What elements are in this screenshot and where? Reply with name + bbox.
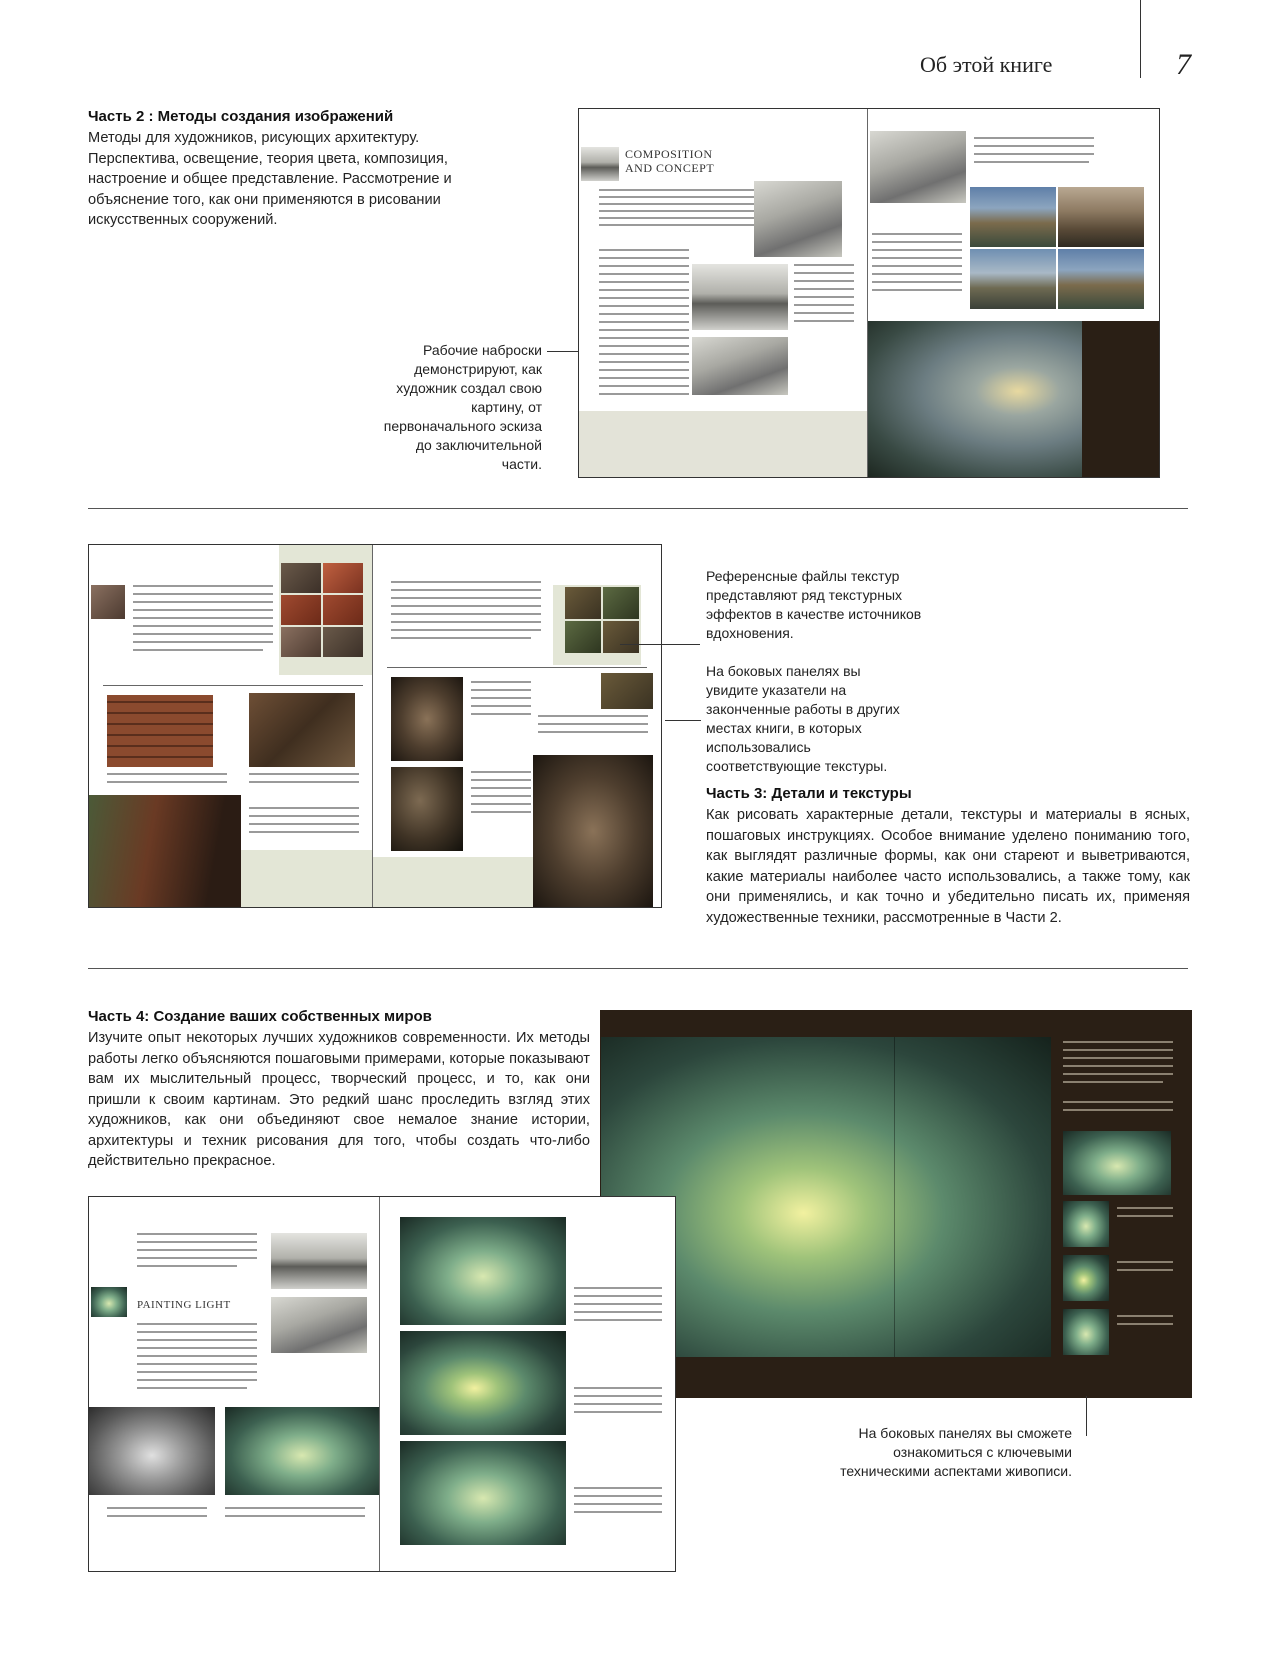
sketch-2	[692, 264, 788, 330]
brick-texture-2	[249, 693, 355, 767]
value-study	[89, 1407, 215, 1495]
section4-callout: На боковых панелях вы сможете ознакомиться с ключевыми техническими аспектами живописи.	[840, 1425, 1072, 1479]
final-painting	[868, 321, 1082, 477]
sidebar-panel	[579, 411, 867, 477]
color-study-2	[1058, 187, 1144, 247]
section2-heading: Часть 2 : Методы создания изображений	[88, 108, 394, 125]
color-study-3	[970, 249, 1056, 309]
brick-texture-1	[107, 695, 213, 767]
section-divider-2	[88, 968, 1188, 969]
section-divider-1	[88, 508, 1188, 509]
step-painting-2	[400, 1331, 566, 1435]
texture-swatch	[603, 587, 639, 619]
section3-body: Как рисовать характерные детали, текстуры и материалы в ясных, пошаговых инструкциях. Особое внимание уделено пониманию того, как выглядят различные формы, как они стареют и выветриваются, какие материалы наиболее часто использовались, а также тому, как они применялись, и как точно и убедительно писать их, применяя художественные техники, рассмотренные в Части 2.	[706, 807, 1190, 926]
texture-swatch	[281, 627, 321, 657]
texture-swatch	[281, 563, 321, 593]
textures-right-page	[373, 545, 661, 907]
sidebars-callout: На боковых панелях вы увидите указатели на законченные работы в других местах книги, в которых использовались соответствующие текстуры.	[706, 663, 900, 774]
texture-swatch	[323, 595, 363, 625]
texture-swatch	[565, 587, 601, 619]
spread-left-page	[579, 109, 867, 477]
step-painting-3	[400, 1441, 566, 1545]
spread-painting-light	[88, 1196, 676, 1572]
texture-swatch	[323, 563, 363, 593]
section2-callout: Рабочие наброски демонстрируют, как художник создал свою картину, от первоначального эскиза до заключительной части.	[383, 342, 542, 472]
header-divider	[1140, 0, 1141, 78]
brick-texture-3	[89, 795, 241, 907]
texture-swatch	[603, 621, 639, 653]
rock-texture-1	[391, 677, 463, 761]
spread-title: PAINTING LIGHT	[137, 1299, 231, 1311]
thumbnail-painting	[581, 147, 619, 181]
section2-body: Методы для художников, рисующих архитектуру. Перспектива, освещение, теория цвета, композиция, настроение и общее представление. Рассмотрение и объяснение того, как они применяются в рисовании искусственных сооружений.	[88, 130, 452, 228]
sidebar-thumbnail	[601, 673, 653, 709]
thumbnail-painting	[91, 1287, 127, 1317]
detail-thumbnail	[1063, 1131, 1171, 1195]
tips-panel	[373, 857, 533, 907]
sketch-1	[754, 181, 842, 257]
page-number: 7	[1176, 48, 1191, 81]
textures-callout: Референсные файлы текстур представляют ряд текстурных эффектов в качестве источников вдохновения.	[706, 568, 922, 641]
texture-swatch	[281, 595, 321, 625]
spread-fantasy	[600, 1010, 1192, 1398]
spread-title: COMPOSITION AND CONCEPT	[625, 147, 715, 175]
textures-left-page	[89, 545, 372, 907]
page-title: Об этой книге	[920, 52, 1053, 77]
color-study-4	[1058, 249, 1144, 309]
line-sketch-2	[271, 1297, 367, 1353]
line-sketch-1	[271, 1233, 367, 1289]
section3-heading: Часть 3: Детали и текстуры	[706, 785, 912, 802]
color-study	[225, 1407, 379, 1495]
detail-crop-1	[1063, 1201, 1109, 1247]
dark-sidebar	[1082, 321, 1159, 477]
spread-textures	[88, 544, 662, 908]
painting-light-right-page	[380, 1197, 675, 1571]
section4-body: Изучите опыт некоторых лучших художников современности. Их методы работы легко объясняются пошаговыми примерами, которые показывают вам их мыслительный процесс, творческий процесс, и то, как они пришли к своим картинам. Это редкий шанс проследить взгляд этих художников, как они объединяют свое немалое знание истории, архитектуры и техник рисования для того, чтобы создать что-либо действительно прекрасное.	[88, 1030, 590, 1169]
detail-crop-2	[1063, 1255, 1109, 1301]
sketch-4	[870, 131, 966, 203]
texture-swatch	[565, 621, 601, 653]
texture-swatch	[323, 627, 363, 657]
tips-panel	[241, 850, 372, 907]
step-painting-1	[400, 1217, 566, 1325]
color-study-1	[970, 187, 1056, 247]
spread-right-page	[868, 109, 1159, 477]
reference-thumbnail	[91, 585, 125, 619]
sketch-3	[692, 337, 788, 395]
callout-leader-line	[1086, 1396, 1087, 1436]
spread-composition	[578, 108, 1160, 478]
callout-leader-line	[665, 720, 701, 721]
rock-texture-3	[533, 755, 653, 907]
detail-crop-3	[1063, 1309, 1109, 1355]
section4-heading: Часть 4: Создание ваших собственных миров	[88, 1008, 432, 1025]
callout-leader-line	[620, 644, 700, 645]
rock-texture-2	[391, 767, 463, 851]
painting-light-left-page	[89, 1197, 379, 1571]
